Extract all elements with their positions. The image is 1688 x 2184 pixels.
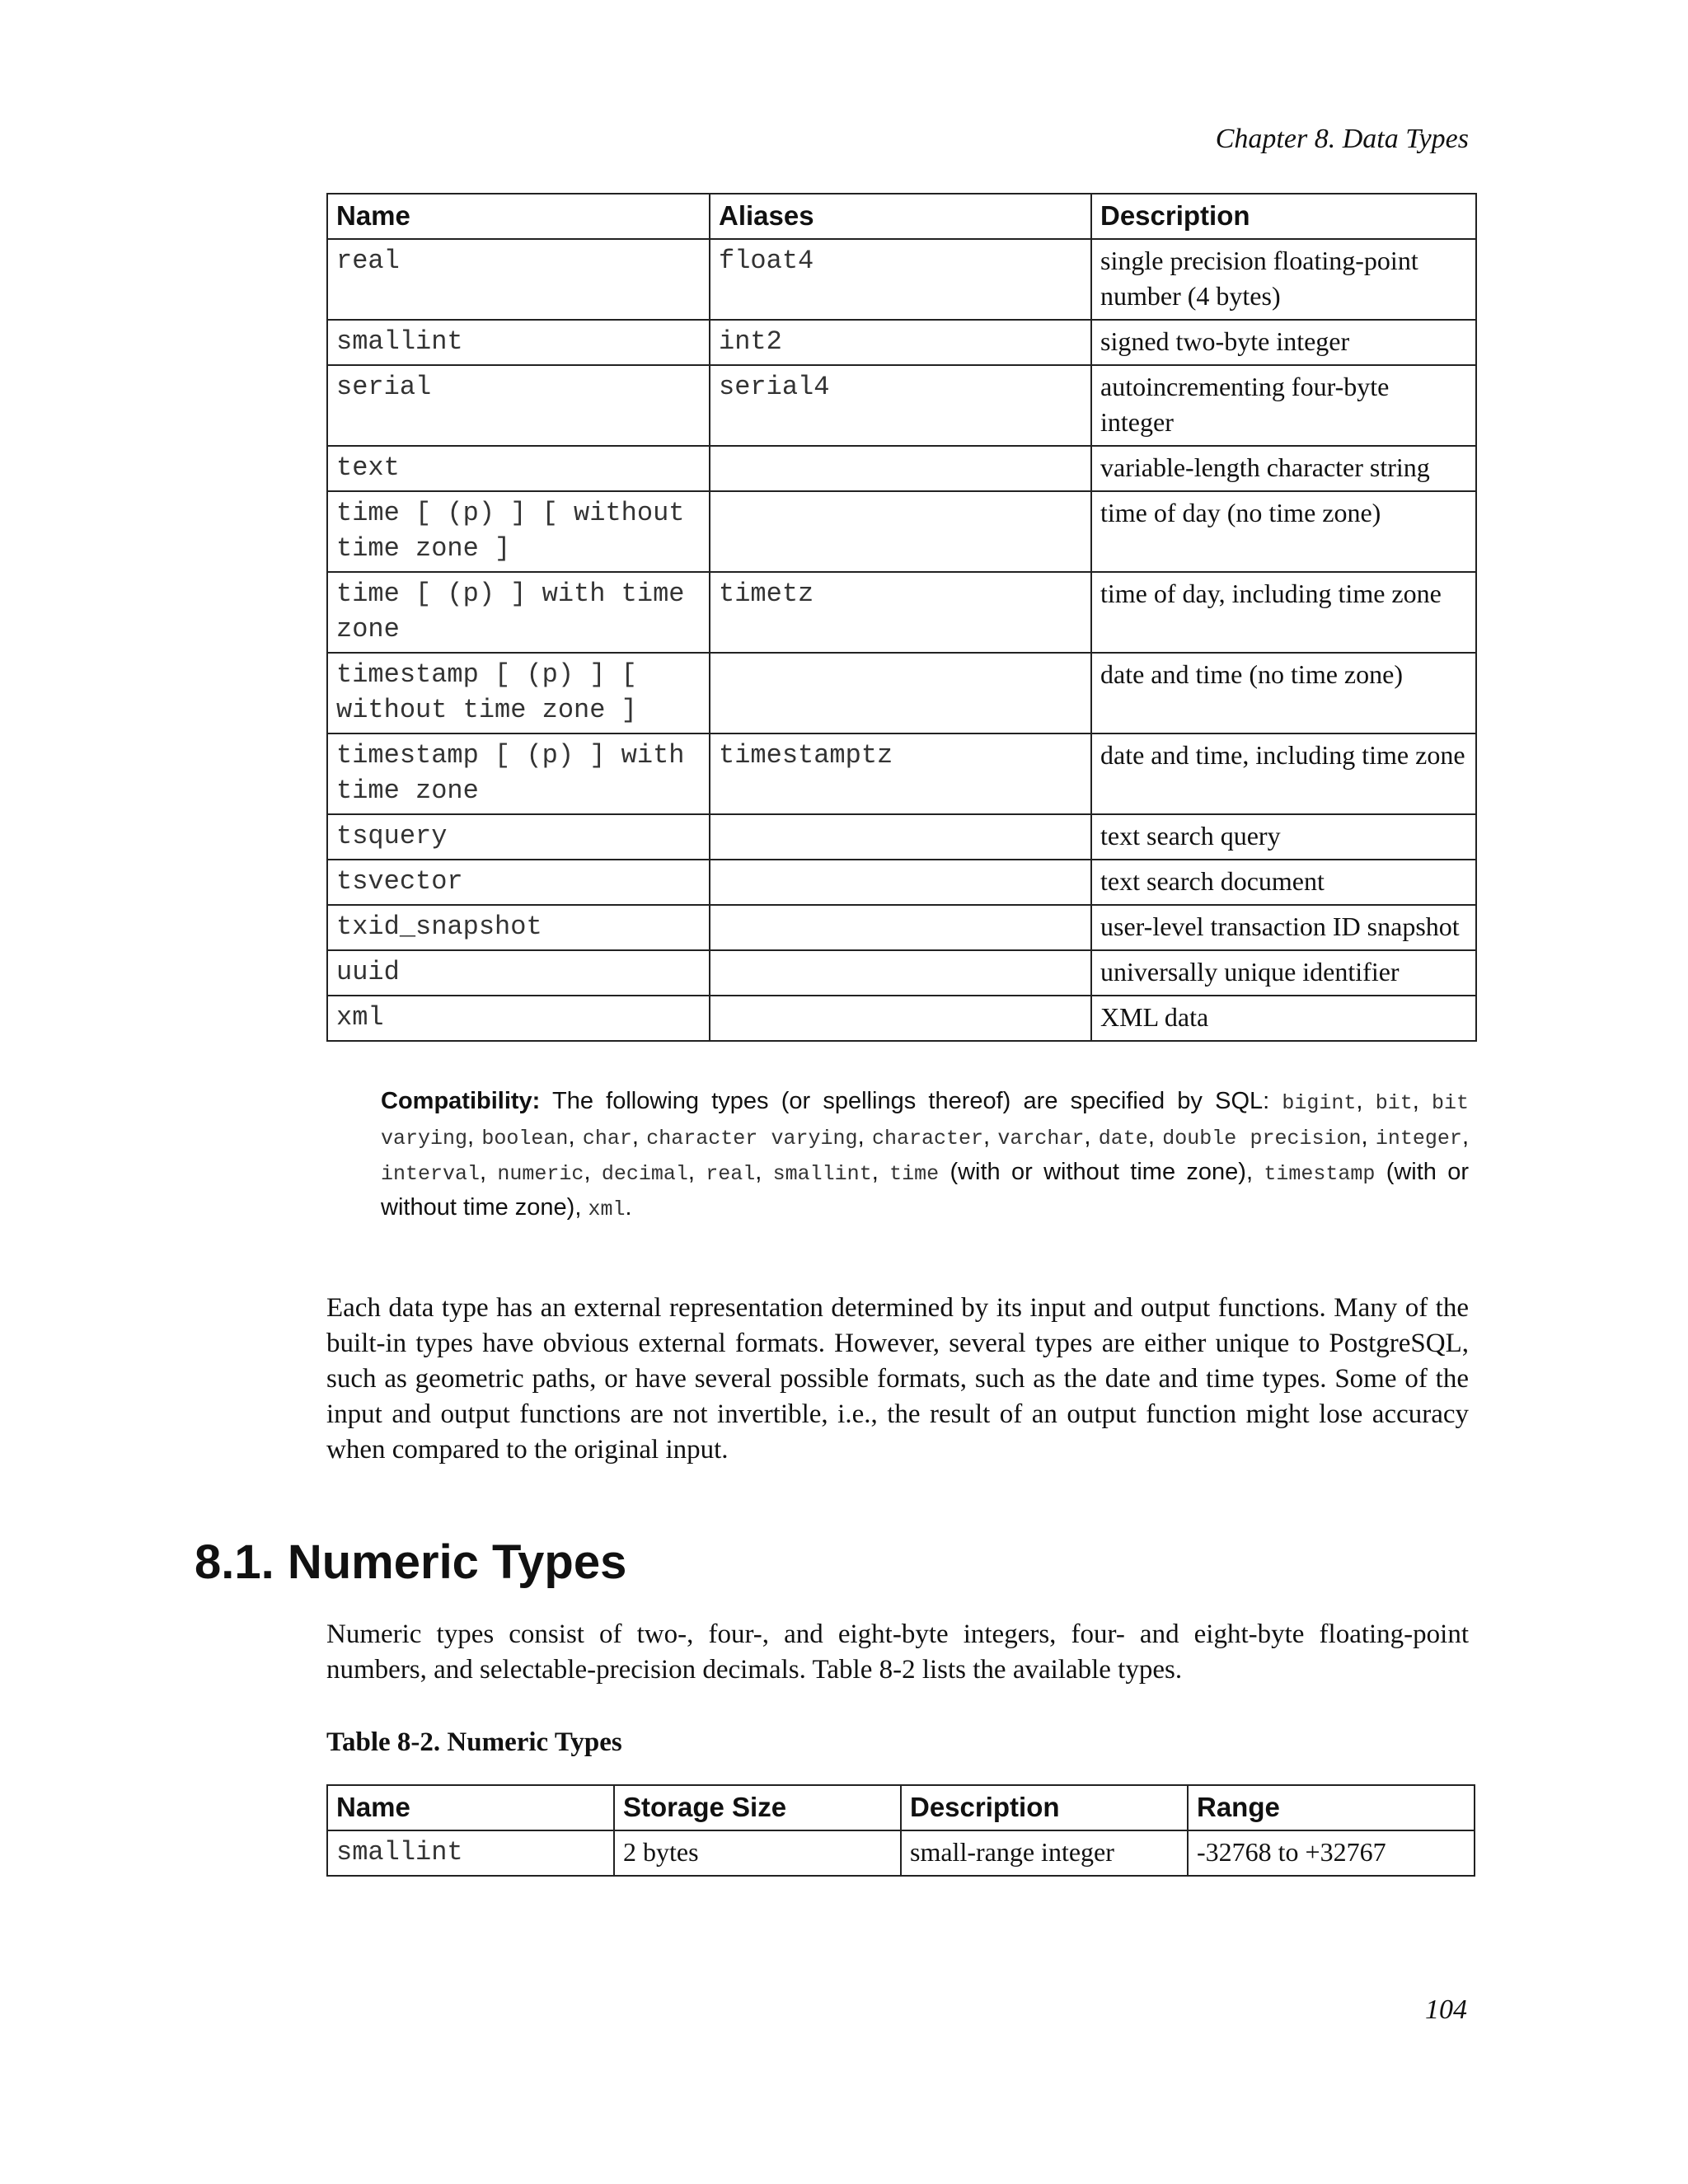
table-row — [327, 446, 1476, 491]
type-name-cell: txid_snapshot — [327, 905, 710, 950]
external-representation-paragraph: Each data type has an external representation determined by its input and output functions. Many of the built-in types have obvious external formats. However, several types are either unique to PostgreSQL, such as geometric paths, or have several possible formats, such as the date and time types. Some of the input and output functions are not invertible, i.e., the result of an output function might lose accuracy when compared to the original input. — [326, 1293, 1469, 1465]
type-description-cell: user-level transaction ID snapshot — [1091, 905, 1476, 950]
type-alias-cell — [710, 814, 1091, 860]
sql-type-name: interval — [381, 1162, 481, 1186]
section-title: 8.1. Numeric Types — [195, 1535, 627, 1589]
table-caption: Table 8-2. Numeric Types — [326, 1727, 622, 1757]
type-description-cell: variable-length character string — [1091, 446, 1476, 491]
sql-type-name: real — [706, 1162, 756, 1186]
numeric-types-paragraph: Numeric types consist of two-, four-, and eight-byte integers, four- and eight-byte floating-point numbers, and selectable-precision decimals. Table 8-2 lists the available types. — [326, 1619, 1469, 1685]
type-description-cell: single precision floating-point number (4 bytes) — [1091, 239, 1476, 320]
time-zone-note: (with or without time zone), — [950, 1159, 1253, 1185]
column-header-name: Name — [327, 1785, 614, 1830]
sql-type-name: timestamp — [1264, 1162, 1376, 1186]
type-alias-cell — [710, 653, 1091, 733]
sentence-end: . — [625, 1194, 632, 1221]
table-row — [327, 653, 1476, 733]
table-row — [327, 950, 1476, 996]
type-name-cell: time [ (p) ] with time zone — [327, 572, 710, 653]
sql-type-name: bigint — [1282, 1091, 1357, 1115]
table-row — [327, 905, 1476, 950]
sql-type-name: char — [582, 1127, 632, 1151]
column-header-description: Description — [901, 1785, 1188, 1830]
type-alias-cell — [710, 996, 1091, 1041]
sql-type-name: time — [889, 1162, 940, 1186]
column-header-aliases: Aliases — [710, 194, 1091, 239]
sql-type-name: bit varying — [381, 1091, 1469, 1151]
type-alias-cell: serial4 — [710, 365, 1091, 446]
column-header-storage-size: Storage Size — [614, 1785, 901, 1830]
column-header-range: Range — [1188, 1785, 1475, 1830]
type-alias-cell — [710, 446, 1091, 491]
type-name-cell: real — [327, 239, 710, 320]
table-row — [327, 860, 1476, 905]
type-name-cell: smallint — [327, 1830, 614, 1876]
type-alias-cell: int2 — [710, 320, 1091, 365]
type-alias-cell: timestamptz — [710, 733, 1091, 814]
storage-size-cell: 2 bytes — [614, 1830, 901, 1876]
type-description-cell: time of day, including time zone — [1091, 572, 1476, 653]
sql-type-name: character varying — [646, 1127, 858, 1151]
type-name-cell: uuid — [327, 950, 710, 996]
description-cell: small-range integer — [901, 1830, 1188, 1876]
table-row — [327, 365, 1476, 446]
sql-type-name: integer — [1375, 1127, 1462, 1151]
data-types-table — [326, 193, 1477, 1042]
numeric-types-table — [326, 1784, 1475, 1877]
type-alias-cell — [710, 950, 1091, 996]
compatibility-intro: The following types (or spellings thereof) are specified by SQL: — [552, 1088, 1270, 1114]
compatibility-label: Compatibility: — [381, 1088, 541, 1114]
sql-type-name: xml — [588, 1197, 626, 1221]
sql-type-name: boolean — [481, 1127, 569, 1151]
table-row — [327, 733, 1476, 814]
table-row — [327, 814, 1476, 860]
table-row — [327, 320, 1476, 365]
table-body — [327, 1830, 1475, 1876]
sql-type-name: date — [1098, 1127, 1148, 1151]
type-description-cell: time of day (no time zone) — [1091, 491, 1476, 572]
sql-type-name: smallint — [772, 1162, 872, 1186]
type-description-cell: signed two-byte integer — [1091, 320, 1476, 365]
running-header: Chapter 8. Data Types — [1215, 124, 1469, 154]
type-description-cell: date and time (no time zone) — [1091, 653, 1476, 733]
compatibility-note: Compatibility: The following types (or spellings thereof) are specified by SQL: bigint, bit, bit varying, boolean, char, character varying, character, varchar, date, double precision, integer, interval, numeric, decimal, real, smallint, time (with or without time zone), timestamp (with or without time zone), xml. — [381, 1088, 1470, 1221]
type-name-cell: timestamp [ (p) ] [ without time zone ] — [327, 653, 710, 733]
type-description-cell: text search document — [1091, 860, 1476, 905]
table-row — [327, 1830, 1475, 1876]
type-alias-cell — [710, 905, 1091, 950]
type-description-cell: autoincrementing four-byte integer — [1091, 365, 1476, 446]
type-alias-cell: float4 — [710, 239, 1091, 320]
column-header-name: Name — [327, 194, 710, 239]
table-row — [327, 572, 1476, 653]
table-row — [327, 996, 1476, 1041]
type-name-cell: serial — [327, 365, 710, 446]
type-alias-cell — [710, 491, 1091, 572]
type-description-cell: XML data — [1091, 996, 1476, 1041]
type-alias-cell — [710, 860, 1091, 905]
type-description-cell: text search query — [1091, 814, 1476, 860]
type-name-cell: timestamp [ (p) ] with time zone — [327, 733, 710, 814]
sql-type-name: double precision — [1162, 1127, 1362, 1151]
table-header-row — [327, 1785, 1475, 1830]
column-header-description: Description — [1091, 194, 1476, 239]
type-description-cell: universally unique identifier — [1091, 950, 1476, 996]
sql-type-name: bit — [1375, 1091, 1413, 1115]
table-row — [327, 239, 1476, 320]
sql-type-name: character — [871, 1127, 983, 1151]
time-zone-note: (with or without time zone), — [381, 1159, 1470, 1221]
sql-type-name: numeric — [497, 1162, 584, 1186]
type-description-cell: date and time, including time zone — [1091, 733, 1476, 814]
type-alias-cell: timetz — [710, 572, 1091, 653]
type-name-cell: time [ (p) ] [ without time zone ] — [327, 491, 710, 572]
page-number: 104 — [1425, 1994, 1467, 2025]
table-header-row — [327, 194, 1476, 239]
table-row — [327, 491, 1476, 572]
range-cell: -32768 to +32767 — [1188, 1830, 1475, 1876]
type-name-cell: text — [327, 446, 710, 491]
sql-type-name: decimal — [601, 1162, 688, 1186]
sql-type-name: varchar — [997, 1127, 1085, 1151]
type-name-cell: xml — [327, 996, 710, 1041]
type-name-cell: tsquery — [327, 814, 710, 860]
type-name-cell: smallint — [327, 320, 710, 365]
type-name-cell: tsvector — [327, 860, 710, 905]
table-body — [327, 239, 1476, 1041]
